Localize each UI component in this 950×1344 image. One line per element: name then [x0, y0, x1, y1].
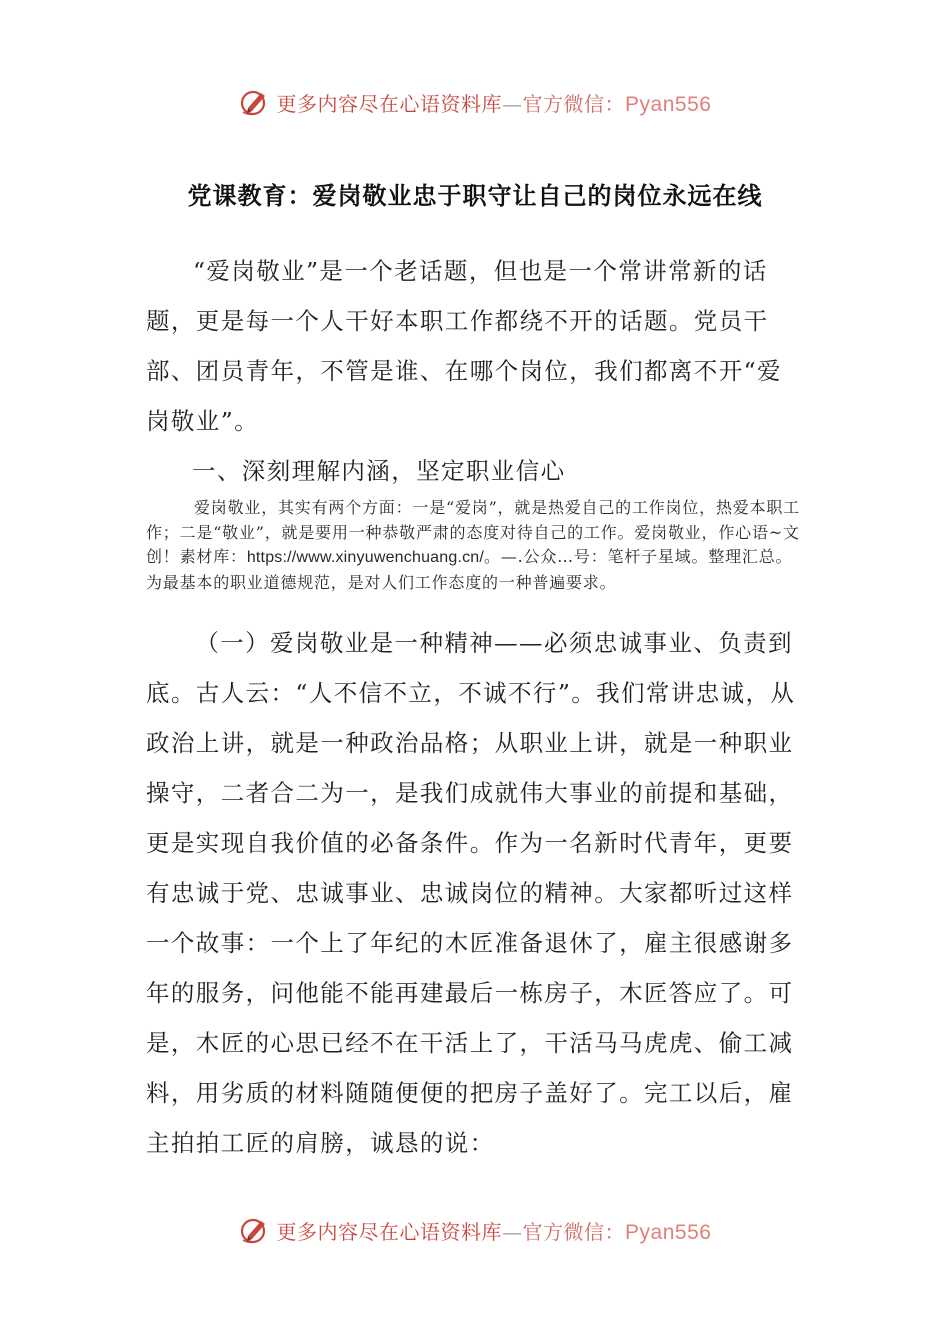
banner-separator: —	[502, 91, 523, 116]
banner-separator: —	[502, 1219, 523, 1244]
small-text-url: https://www.xinyuwenchuang.cn/	[246, 549, 485, 566]
small-text-after-url: 。—.公众…号：笔杆子星域。整理汇总。为最基本的职业道德规范，是对人们工作态度的一种普遍要求。	[146, 547, 793, 592]
subsection-paragraph: （一）爱岗敬业是一种精神——必须忠诚事业、负责到底。古人云：“人不信不立，不诚不行”。我们常讲忠诚，从政治上讲，就是一种政治品格；从职业上讲，就是一种职业操守，二者合二为一，是我们成就伟大事业的前提和基础，更是实现自我价值的必备条件。作为一名新时代青年，更要有忠诚于党、忠诚事业、忠诚岗位的精神。大家都听过这样一个故事：一个上了年纪的木匠准备退休了，雇主很感谢多年的服务，问他能不能再建最后一栋房子，木匠答应了。可是，木匠的心思已经不在干活上了，干活马马虎虎、偷工减料，用劣质的材料随随便便的把房子盖好了。完工以后，雇主拍拍工匠的肩膀，诚恳的说：	[146, 629, 796, 1157]
banner-text	[277, 1216, 712, 1245]
footer-banner	[0, 1210, 950, 1250]
banner-wechat-id: Pyan556	[625, 1220, 712, 1244]
section-small-text-block	[146, 496, 806, 595]
pen-circle-logo-icon	[239, 1214, 271, 1246]
banner-main-text: 更多内容尽在心语资料库	[276, 1219, 503, 1244]
section-heading: 一、深刻理解内涵，坚定职业信心	[192, 457, 566, 485]
header-banner	[0, 82, 950, 122]
banner-label: 官方微信：	[522, 1219, 626, 1244]
intro-paragraph-block	[146, 246, 796, 446]
subsection-paragraph-block	[146, 618, 796, 1168]
banner-label: 官方微信：	[522, 91, 626, 116]
small-text-before-url: 爱岗敬业，其实有两个方面：一是“爱岗”，就是热爱自己的工作岗位，热爱本职工作；二是“敬业”，就是要用一种恭敬严肃的态度对待自己的工作。爱岗敬业，作心语~文创！素材库：	[146, 498, 800, 566]
banner-text	[277, 88, 712, 117]
banner-wechat-id: Pyan556	[625, 92, 712, 116]
banner-main-text: 更多内容尽在心语资料库	[276, 91, 503, 116]
document-title: 党课教育：爱岗敬业忠于职守让自己的岗位永远在线	[187, 182, 763, 210]
pen-circle-logo-icon	[239, 86, 271, 118]
section-small-text	[146, 496, 806, 595]
intro-paragraph: “爱岗敬业”是一个老话题，但也是一个常讲常新的话题，更是每一个人干好本职工作都绕不开的话题。党员干部、团员青年，不管是谁、在哪个岗位，我们都离不开“爱岗敬业”。	[146, 257, 782, 435]
